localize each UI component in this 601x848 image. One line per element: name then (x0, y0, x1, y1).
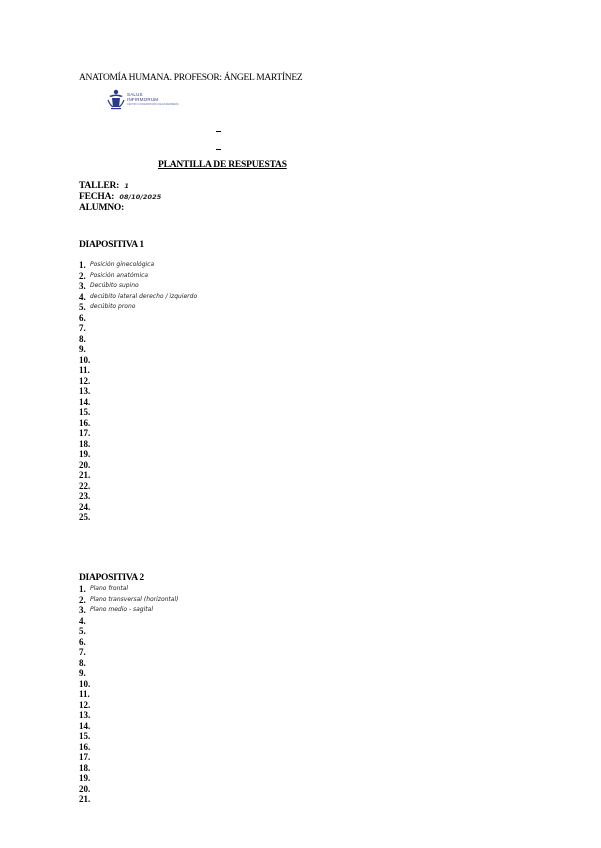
answer-row (79, 449, 90, 460)
answer-row (79, 700, 90, 711)
answer-row (79, 763, 90, 774)
answer-row (79, 752, 90, 763)
answer-row (79, 637, 90, 648)
answer-text: decúbito lateral derecho / izquierdo (90, 292, 198, 300)
answer-number: 17. (79, 428, 91, 438)
diapositiva1-title: DIAPOSITIVA 1 (79, 240, 144, 250)
answer-row (79, 679, 90, 690)
separator-dash (216, 149, 221, 150)
fecha-value: 08/10/2025 (119, 193, 162, 201)
answer-row (79, 439, 90, 450)
answer-number: 16. (79, 741, 91, 752)
answer-text: Plano medio - sagital (90, 606, 153, 613)
answer-text: decúbito prono (90, 303, 136, 310)
separator-dash (216, 131, 221, 132)
logo-tagline: CENTRO UNIVERSITARIO DE ENFERMERÍA (127, 103, 179, 106)
taller-value: 1 (124, 182, 129, 190)
answer-number: 1. (79, 584, 86, 594)
answer-row (79, 605, 153, 616)
answer-number: 4. (79, 291, 86, 302)
answer-row (79, 428, 90, 439)
answer-number: 2. (79, 594, 86, 605)
answer-row (79, 481, 90, 492)
answer-row (79, 647, 90, 658)
answer-number: 14. (79, 396, 91, 407)
answer-number: 9. (79, 344, 86, 354)
answer-number: 6. (79, 636, 86, 647)
answer-number: 17. (79, 752, 91, 762)
answer-number: 5. (79, 626, 86, 636)
answer-number: 11. (79, 689, 90, 699)
taller-field (79, 181, 129, 191)
answer-row (79, 584, 129, 595)
answer-number: 11. (79, 365, 90, 375)
answer-row (79, 418, 90, 429)
answer-row (79, 386, 90, 397)
answer-number: 9. (79, 668, 86, 678)
answer-row (79, 668, 90, 679)
answer-number: 14. (79, 720, 91, 731)
answer-number: 18. (79, 438, 91, 449)
answer-row (79, 794, 90, 805)
answer-number: 21. (79, 794, 91, 804)
answer-text: Posición ginecológica (90, 261, 155, 268)
answer-number: 22. (79, 480, 91, 491)
answer-number: 21. (79, 470, 91, 480)
answer-row (79, 334, 90, 345)
answer-row (79, 502, 90, 513)
institution-logo-icon (106, 88, 126, 110)
answer-row (79, 512, 90, 523)
answer-row (79, 407, 90, 418)
answer-row (79, 376, 90, 387)
answer-number: 12. (79, 375, 91, 386)
answer-number: 10. (79, 678, 91, 689)
alumno-field (79, 203, 124, 213)
answer-number: 12. (79, 699, 91, 710)
answer-row (79, 470, 90, 481)
answer-row (79, 460, 90, 471)
answer-number: 16. (79, 417, 91, 428)
answer-number: 3. (79, 605, 86, 615)
answer-number: 6. (79, 312, 86, 323)
answer-number: 8. (79, 657, 86, 668)
answer-row (79, 626, 90, 637)
answer-row (79, 773, 90, 784)
answer-number: 8. (79, 333, 86, 344)
answer-row (79, 355, 90, 366)
answer-number: 1. (79, 260, 86, 270)
answer-row (79, 302, 136, 313)
answer-number: 24. (79, 501, 91, 512)
answer-number: 23. (79, 491, 91, 501)
diapositiva2-title: DIAPOSITIVA 2 (79, 573, 144, 583)
answer-text: Plano transversal (horizontal) (90, 595, 179, 603)
answer-row (79, 658, 90, 669)
answer-number: 19. (79, 449, 91, 459)
taller-label: TALLER: (79, 181, 120, 191)
answer-number: 13. (79, 710, 91, 720)
answer-row (79, 594, 179, 606)
answer-number: 7. (79, 323, 86, 333)
answer-row (79, 689, 90, 700)
answer-text: Plano frontal (90, 585, 129, 592)
course-header: ANATOMÍA HUMANA. PROFESOR: ÁNGEL MARTÍNEZ (79, 73, 303, 83)
answer-row (79, 270, 149, 282)
diapositiva1-answer-list (79, 260, 198, 523)
answer-number: 7. (79, 647, 86, 657)
answer-number: 13. (79, 386, 91, 396)
logo-name-line2: INFIRMORUM (127, 97, 159, 102)
answer-number: 4. (79, 615, 86, 626)
answer-row (79, 281, 139, 292)
answer-row (79, 731, 90, 742)
answer-number: 15. (79, 407, 91, 417)
answer-number: 15. (79, 731, 91, 741)
answer-row (79, 721, 90, 732)
answer-number: 25. (79, 512, 91, 522)
answer-row (79, 784, 90, 795)
answer-text: Posición anatómica (90, 271, 149, 279)
answer-text: Decúbito supino (90, 282, 139, 289)
answer-number: 5. (79, 302, 86, 312)
answer-row (79, 491, 90, 502)
answer-row (79, 344, 90, 355)
answer-row (79, 742, 90, 753)
alumno-label: ALUMNO: (79, 203, 125, 213)
page-title: PLANTILLA DE RESPUESTAS (158, 160, 287, 170)
logo-name (127, 92, 158, 102)
answer-number: 18. (79, 762, 91, 773)
diapositiva2-answer-list (79, 584, 179, 805)
answer-row (79, 260, 155, 271)
answer-row (79, 323, 90, 334)
answer-number: 20. (79, 783, 91, 794)
answer-number: 19. (79, 773, 91, 783)
answer-row (79, 291, 198, 303)
answer-row (79, 365, 90, 376)
answer-number: 2. (79, 270, 86, 281)
fecha-label: FECHA: (79, 192, 115, 202)
answer-row (79, 616, 90, 627)
answer-row (79, 710, 90, 721)
answer-number: 10. (79, 354, 91, 365)
logo-name-line1: SALUS (127, 92, 143, 97)
answer-row (79, 397, 90, 408)
answer-number: 20. (79, 459, 91, 470)
answer-number: 3. (79, 281, 86, 291)
fecha-field (79, 192, 161, 202)
answer-row (79, 313, 90, 324)
